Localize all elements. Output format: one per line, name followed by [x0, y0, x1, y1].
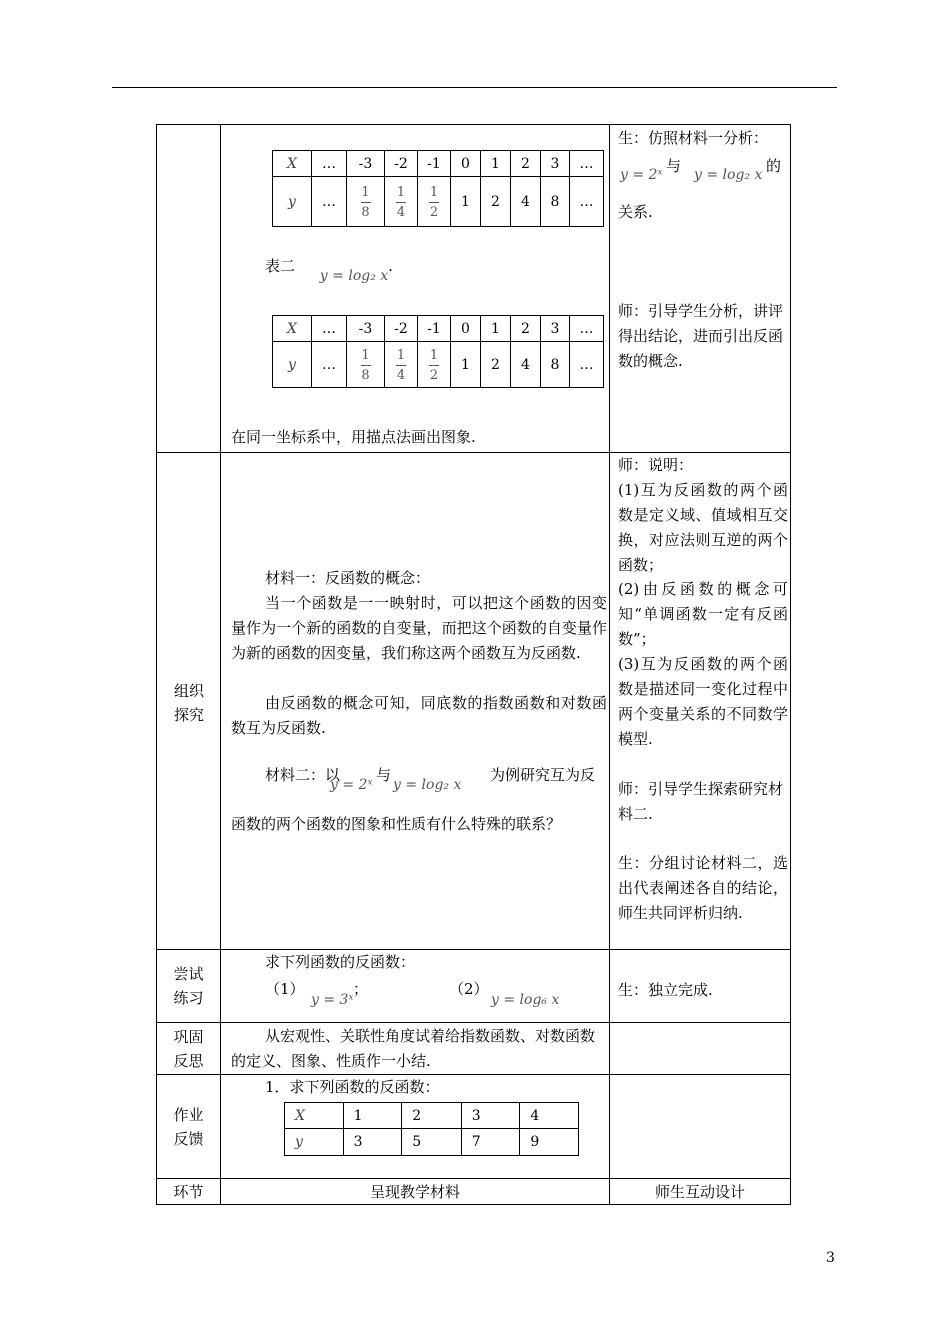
- row-label-x: X: [273, 316, 312, 342]
- table-cell-y-3: 9: [520, 1129, 579, 1156]
- row-tables: [157, 125, 791, 453]
- table-cell-x-8: …: [570, 316, 604, 342]
- table-cell-y-3: [418, 342, 451, 388]
- table-cell-y-1: 5: [402, 1129, 462, 1156]
- word-de: 的: [766, 157, 782, 175]
- table-cell-x-3: 4: [520, 1103, 579, 1129]
- material1-conclusion: 由反函数的概念可知，同底数的指数函数和对数函数互为反函数.: [231, 694, 607, 737]
- fraction: $\frac{1}{2}$: [429, 347, 439, 383]
- table-cell-y-0: …: [312, 342, 347, 388]
- table-cell-y-6: 4: [511, 342, 541, 388]
- header-stage-text: 环节: [173, 1183, 204, 1201]
- table-cell-y-8: …: [570, 342, 604, 388]
- table-cell-y-7: 8: [541, 177, 570, 227]
- table2-formula: y = log₂ x: [319, 268, 389, 284]
- relation-formulas: [620, 155, 790, 195]
- table-cell-y-0: …: [312, 177, 347, 227]
- practice-item2-label: （2）: [449, 980, 489, 998]
- row-header: [157, 1179, 791, 1205]
- row-label-x: X: [285, 1103, 344, 1129]
- draw-graph-instruction: 在同一坐标系中，用描点法画出图象.: [231, 428, 476, 446]
- table-cell-y-1: [347, 342, 385, 388]
- material2-with: 与: [376, 766, 392, 784]
- row-explore: [157, 453, 791, 950]
- fraction: $\frac{1}{4}$: [396, 347, 406, 383]
- practice-item1-label: （1）: [265, 980, 305, 998]
- table-cell-y-2: 7: [461, 1129, 520, 1156]
- table-cell-y-7: 8: [541, 342, 570, 388]
- table-cell-x-1: -3: [347, 316, 385, 342]
- teacher-guide-2: 师：引导学生探索研究材料二.: [618, 780, 784, 823]
- header-interaction: [610, 1179, 791, 1205]
- stage-cell-empty: [157, 125, 221, 453]
- material1-definition: 当一个函数是一一映射时，可以把这个函数的因变量作为一个新的函数的自变量，而把这个函数的自变量作为新的函数的因变量，我们称这两个函数互为反函数.: [231, 594, 607, 662]
- practice-prompt: 求下列函数的反函数：: [265, 953, 416, 971]
- note-point-1: (1)互为反函数的两个函数是定义域、值域相互交换，对应法则互逆的两个函数；: [618, 481, 788, 574]
- material2-formula-log: y = log₂ x: [393, 777, 462, 793]
- table-cell-x-5: 1: [481, 316, 511, 342]
- header-interaction-text: 师生互动设计: [654, 1183, 745, 1201]
- interaction-explore: [610, 453, 791, 950]
- teacher-note-title: 师：说明：: [618, 456, 694, 474]
- row-reflect: [157, 1023, 791, 1075]
- table-cell-x-1: -3: [347, 151, 385, 177]
- table-cell-x-3: -1: [418, 316, 451, 342]
- header-rule: [112, 87, 837, 88]
- table-cell-y-4: 1: [451, 177, 481, 227]
- stage-homework: [157, 1075, 221, 1179]
- content-reflect: [221, 1023, 610, 1075]
- table-cell-y-2: [385, 342, 418, 388]
- table-cell-x-8: …: [570, 151, 604, 177]
- table-cell-x-5: 1: [481, 151, 511, 177]
- fraction: $\frac{1}{8}$: [361, 347, 370, 383]
- table-cell-x-0: …: [312, 151, 347, 177]
- table-cell-y-6: 4: [511, 177, 541, 227]
- reflect-text: 从宏观性、关联性角度试着给指数函数、对数函数的定义、图象、性质作一小结.: [231, 1027, 596, 1070]
- table-cell-x-1: 2: [402, 1103, 462, 1129]
- material2-question: 函数的两个函数的图象和性质有什么特殊的联系？: [231, 815, 562, 833]
- table-row-y: [273, 177, 604, 227]
- table-row-x: [273, 316, 604, 342]
- header-material-text: 呈现教学材料: [369, 1183, 460, 1201]
- fraction: $\frac{1}{4}$: [396, 184, 406, 220]
- value-table-log: [272, 315, 604, 388]
- table-cell-x-3: -1: [418, 151, 451, 177]
- header-stage: [157, 1179, 221, 1205]
- row-practice: [157, 950, 791, 1023]
- word-with: 与: [666, 157, 682, 175]
- stage-explore: [157, 453, 221, 950]
- table2-caption: 表二 y = log₂ x.: [265, 257, 393, 284]
- stage-practice-label: 尝试练习: [173, 965, 204, 1007]
- student-independent: 生：独立完成.: [618, 981, 713, 999]
- lesson-table: [156, 124, 791, 1205]
- table-cell-y-4: 1: [451, 342, 481, 388]
- value-table-exp: [272, 150, 604, 227]
- content-explore: [221, 453, 610, 950]
- table-cell-x-6: 2: [511, 316, 541, 342]
- table-row-x: [273, 151, 604, 177]
- table-cell-x-7: 3: [541, 151, 570, 177]
- row-label-y: y: [273, 342, 312, 388]
- row-label-y: y: [285, 1129, 344, 1156]
- material1-title: 材料一：反函数的概念：: [265, 569, 431, 587]
- row-homework: [157, 1075, 791, 1179]
- table-cell-x-4: 0: [451, 151, 481, 177]
- stage-reflect-label: 巩固反思: [173, 1028, 204, 1070]
- table-cell-x-0: …: [312, 316, 347, 342]
- table-cell-x-0: 1: [343, 1103, 402, 1129]
- material2-line1: [265, 764, 610, 804]
- table-cell-y-0: 3: [343, 1129, 402, 1156]
- practice-item1-sep: ；: [353, 980, 369, 998]
- table-row-y: [285, 1129, 579, 1156]
- homework-table: [284, 1102, 579, 1156]
- stage-reflect: [157, 1023, 221, 1075]
- note-point-3: (3)互为反函数的两个函数是描述同一变化过程中两个变量关系的不同数学模型.: [618, 655, 788, 748]
- row-label-y: y: [273, 177, 312, 227]
- student-discussion: 生：分组讨论材料二，选出代表阐述各自的结论，师生共同评析归纳.: [618, 854, 788, 922]
- content-practice: [221, 950, 610, 1023]
- fraction: $\frac{1}{8}$: [361, 184, 370, 220]
- table-row-x: [285, 1103, 579, 1129]
- stage-explore-label: 组织探究: [173, 682, 204, 724]
- table-cell-x-2: 3: [461, 1103, 520, 1129]
- table-cell-x-2: -2: [385, 316, 418, 342]
- stage-practice: [157, 950, 221, 1023]
- table-cell-y-1: [347, 177, 385, 227]
- formula-exp: y = 2ˣ: [620, 167, 663, 183]
- formula-log: y = log₂ x: [694, 167, 763, 183]
- stage-homework-label: 作业反馈: [173, 1106, 204, 1148]
- teacher-guide-1: 师：引导学生分析，讲评得出结论，进而引出反函数的概念.: [618, 302, 784, 370]
- row-label-x: X: [273, 151, 312, 177]
- interaction-practice: [610, 950, 791, 1023]
- material2-formula-exp: y = 2ˣ: [330, 777, 373, 793]
- table-cell-x-2: -2: [385, 151, 418, 177]
- interaction-reflect: [610, 1023, 791, 1075]
- homework-prompt: 1．求下列函数的反函数：: [265, 1078, 440, 1096]
- table2-caption-text: 表二: [265, 257, 296, 275]
- student-analysis: 生：仿照材料一分析：: [618, 129, 769, 147]
- table-cell-x-6: 2: [511, 151, 541, 177]
- content-cell-tables: [221, 125, 610, 453]
- note-point-2: (2)由反函数的概念可知“单调函数一定有反函数”；: [618, 580, 788, 648]
- table-row-y: [273, 342, 604, 388]
- practice-item2-formula: y = log₆ x: [491, 992, 560, 1008]
- practice-item1-formula: y = 3ˣ: [311, 992, 354, 1008]
- header-material: [221, 1179, 610, 1205]
- page-number: 3: [826, 1250, 835, 1266]
- interaction-homework: [610, 1075, 791, 1179]
- table-cell-y-2: [385, 177, 418, 227]
- table-cell-y-5: 2: [481, 177, 511, 227]
- fraction: $\frac{1}{2}$: [429, 184, 439, 220]
- table-cell-x-7: 3: [541, 316, 570, 342]
- material2-prefix: 材料二：以: [265, 766, 341, 784]
- table-cell-y-5: 2: [481, 342, 511, 388]
- table-cell-y-3: [418, 177, 451, 227]
- table-cell-y-8: …: [570, 177, 604, 227]
- relation-text: 关系.: [618, 203, 653, 221]
- table-cell-x-4: 0: [451, 316, 481, 342]
- interaction-cell-1: [610, 125, 791, 453]
- material2-suffix: 为例研究互为反: [490, 766, 596, 784]
- content-homework: [221, 1075, 610, 1179]
